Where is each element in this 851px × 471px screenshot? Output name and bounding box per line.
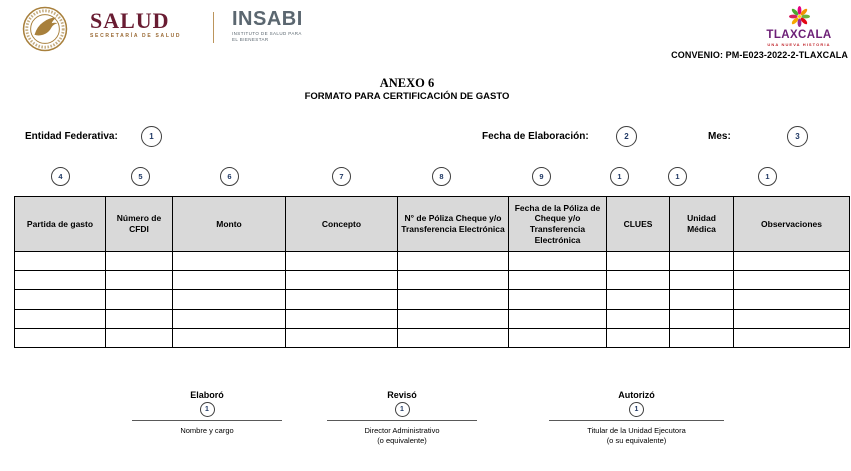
table-cell	[670, 252, 734, 271]
tlaxcala-flower-icon	[788, 5, 811, 28]
table-row	[15, 271, 850, 290]
table-cell	[173, 309, 286, 328]
table-cell	[509, 252, 607, 271]
table-cell	[15, 271, 106, 290]
table-cell	[398, 309, 509, 328]
column-ref-circle-3: 6	[220, 167, 239, 186]
table-body	[15, 252, 850, 348]
document-title	[0, 77, 814, 102]
column-ref-circle-1: 4	[51, 167, 70, 186]
table-cell	[106, 271, 173, 290]
table-cell	[734, 290, 850, 309]
table-cell	[509, 309, 607, 328]
signature-line	[132, 390, 282, 421]
column-header-fecha-poliza: Fecha de la Póliza de Cheque y/o Transferencia Electrónica	[509, 197, 607, 252]
column-ref-circle-2: 5	[131, 167, 150, 186]
mes-label: Mes:	[708, 131, 731, 142]
table-cell	[15, 290, 106, 309]
column-ref-circle-8: 1	[668, 167, 687, 186]
column-ref-circle-9: 1	[758, 167, 777, 186]
table-cell	[607, 271, 670, 290]
table-cell	[173, 271, 286, 290]
column-header-cfdi: Número de CFDI	[106, 197, 173, 252]
table-cell	[173, 252, 286, 271]
salud-tagline: SECRETARÍA DE SALUD	[90, 33, 182, 39]
table-cell	[670, 309, 734, 328]
salud-eagle-seal-icon	[22, 6, 68, 52]
table-cell	[106, 290, 173, 309]
signature-block-reviso	[327, 390, 477, 446]
table-header-row	[15, 197, 850, 252]
table-cell	[509, 290, 607, 309]
table-row	[15, 309, 850, 328]
tlaxcala-logo	[748, 5, 850, 47]
table-cell	[15, 252, 106, 271]
table-row	[15, 328, 850, 347]
table-cell	[398, 290, 509, 309]
table-cell	[734, 271, 850, 290]
insabi-tagline: INSTITUTO DE SALUD PARA EL BIENESTAR	[232, 31, 302, 42]
table-row	[15, 252, 850, 271]
table-cell	[286, 252, 398, 271]
table-cell	[286, 309, 398, 328]
signature-ref-circle: 1	[200, 402, 215, 417]
table-cell	[607, 290, 670, 309]
table-cell	[734, 252, 850, 271]
table-cell	[15, 328, 106, 347]
mes-ref-circle: 3	[787, 126, 808, 147]
table-cell	[106, 328, 173, 347]
column-header-monto: Monto	[173, 197, 286, 252]
table-cell	[670, 328, 734, 347]
table-cell	[670, 271, 734, 290]
table-cell	[286, 271, 398, 290]
table-cell	[398, 271, 509, 290]
table-cell	[106, 252, 173, 271]
convenio-number: CONVENIO: PM-E023-2022-2-TLAXCALA	[671, 50, 848, 60]
signature-role-label: Elaboró	[190, 390, 224, 400]
table-cell	[509, 271, 607, 290]
signature-caption: Director Administrativo (o equivalente)	[364, 426, 440, 445]
entidad-ref-circle: 1	[141, 126, 162, 147]
column-header-clues: CLUES	[607, 197, 670, 252]
signature-ref-circle: 1	[629, 402, 644, 417]
table-cell	[398, 328, 509, 347]
entidad-federativa-label: Entidad Federativa:	[25, 131, 118, 142]
signature-line	[327, 390, 477, 421]
column-ref-circle-4: 7	[332, 167, 351, 186]
column-header-observaciones: Observaciones	[734, 197, 850, 252]
signature-caption: Nombre y cargo	[180, 426, 234, 435]
tlaxcala-tagline: UNA NUEVA HISTORIA	[767, 42, 831, 47]
signature-block-autorizo	[549, 390, 724, 446]
insabi-wordmark: INSABI	[232, 8, 303, 30]
fecha-ref-circle: 2	[616, 126, 637, 147]
table-cell	[670, 290, 734, 309]
table-cell	[607, 309, 670, 328]
salud-wordmark: SALUD	[90, 8, 170, 33]
table-cell	[509, 328, 607, 347]
table-cell	[173, 328, 286, 347]
column-header-poliza: N° de Póliza Cheque y/o Transferencia Electrónica	[398, 197, 509, 252]
column-ref-circle-6: 9	[532, 167, 551, 186]
column-header-partida: Partida de gasto	[15, 197, 106, 252]
signature-ref-circle: 1	[395, 402, 410, 417]
tlaxcala-wordmark: TLAXCALA	[766, 29, 832, 41]
column-ref-circle-5: 8	[432, 167, 451, 186]
fecha-elaboracion-label: Fecha de Elaboración:	[482, 131, 589, 142]
table-cell	[734, 309, 850, 328]
signature-role-label: Autorizó	[618, 390, 655, 400]
title-formato: FORMATO PARA CERTIFICACIÓN DE GASTO	[304, 91, 510, 102]
table-cell	[398, 252, 509, 271]
gasto-table	[14, 196, 850, 348]
table-cell	[607, 252, 670, 271]
title-anexo: ANEXO 6	[379, 76, 435, 90]
insabi-logo	[232, 10, 303, 42]
column-ref-circle-7: 1	[610, 167, 629, 186]
brand-divider	[213, 12, 214, 43]
column-header-unidad-medica: Unidad Médica	[670, 197, 734, 252]
signature-block-elaboro	[132, 390, 282, 436]
signature-line	[549, 390, 724, 421]
salud-logo	[90, 8, 182, 39]
table-cell	[607, 328, 670, 347]
table-cell	[286, 328, 398, 347]
table-cell	[286, 290, 398, 309]
table-cell	[106, 309, 173, 328]
table-cell	[734, 328, 850, 347]
signature-caption: Titular de la Unidad Ejecutora (o su equivalente)	[587, 426, 686, 445]
column-header-concepto: Concepto	[286, 197, 398, 252]
signature-role-label: Revisó	[387, 390, 417, 400]
table-cell	[15, 309, 106, 328]
table-row	[15, 290, 850, 309]
table-cell	[173, 290, 286, 309]
